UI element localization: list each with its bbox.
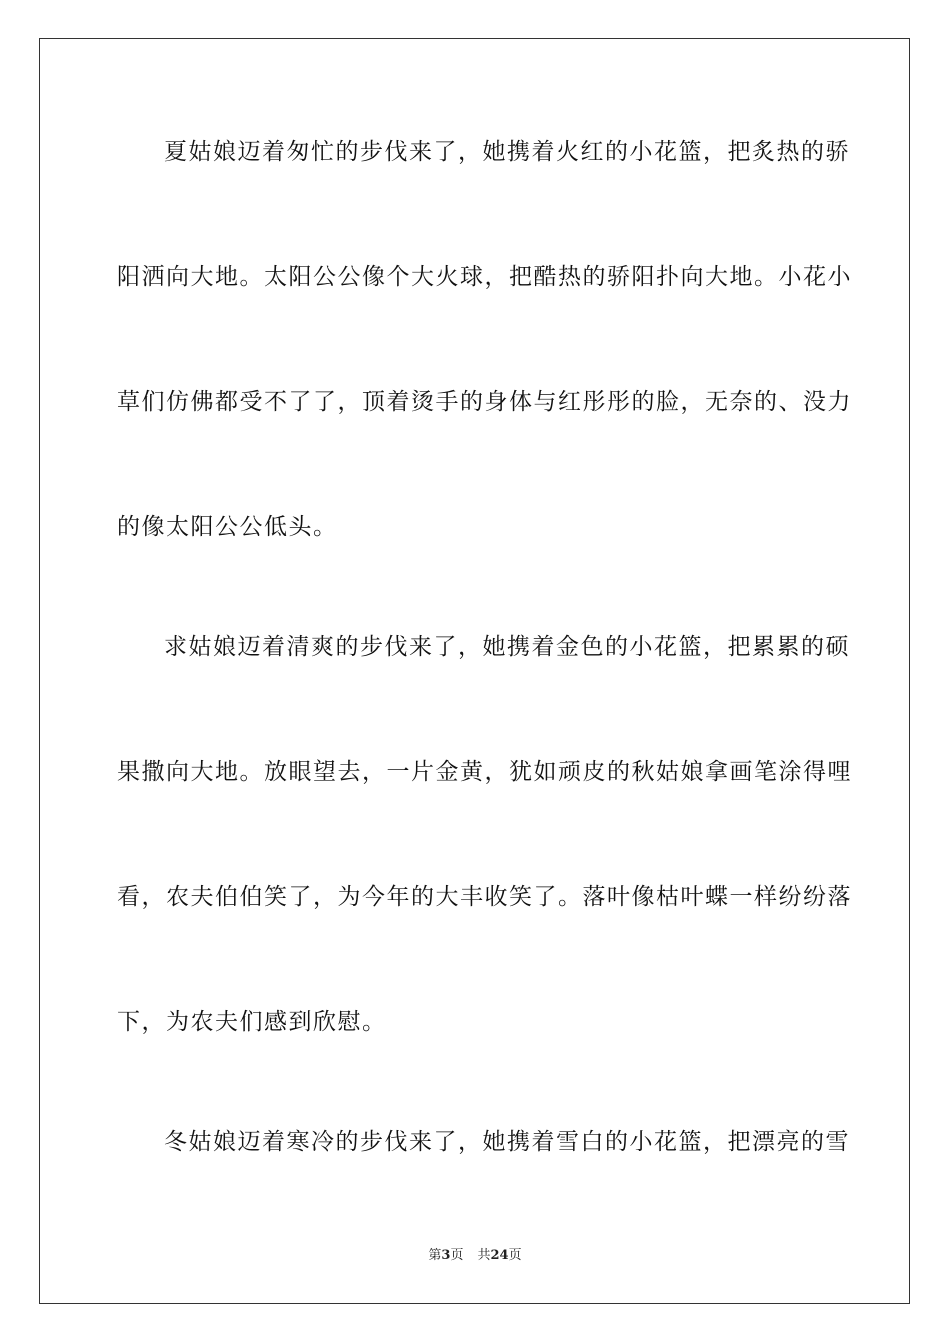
paragraph-line: 夏姑娘迈着匆忙的步伐来了，她携着火红的小花篮，把炙热的骄 bbox=[164, 139, 850, 165]
page-footer bbox=[0, 1247, 950, 1265]
paragraph-line: 的像太阳公公低头。 bbox=[117, 514, 338, 540]
paragraph-line: 草们仿佛都受不了了，顶着烫手的身体与红彤彤的脸，无奈的、没力 bbox=[117, 389, 852, 415]
paragraph-line: 果撒向大地。放眼望去，一片金黄，犹如顽皮的秋姑娘拿画笔涂得哩 bbox=[117, 759, 852, 785]
page-number: 3 bbox=[441, 1248, 451, 1263]
paragraph-line: 冬姑娘迈着寒冷的步伐来了，她携着雪白的小花篮，把漂亮的雪 bbox=[164, 1129, 850, 1155]
paragraph-line: 看，农夫伯伯笑了，为今年的大丰收笑了。落叶像枯叶蝶一样纷纷落 bbox=[117, 884, 852, 910]
page-prefix: 第 bbox=[428, 1248, 442, 1263]
total-suffix: 页 bbox=[508, 1248, 522, 1263]
paragraph-line: 阳洒向大地。太阳公公像个大火球，把酷热的骄阳扑向大地。小花小 bbox=[117, 264, 852, 290]
paragraph-line: 求姑娘迈着清爽的步伐来了，她携着金色的小花篮，把累累的硕 bbox=[164, 634, 850, 660]
total-pages: 24 bbox=[490, 1248, 509, 1263]
paragraph-line: 下，为农夫们感到欣慰。 bbox=[117, 1009, 387, 1035]
page-suffix: 页 bbox=[450, 1248, 464, 1263]
total-prefix: 共 bbox=[477, 1248, 491, 1263]
page-border bbox=[39, 38, 910, 1304]
